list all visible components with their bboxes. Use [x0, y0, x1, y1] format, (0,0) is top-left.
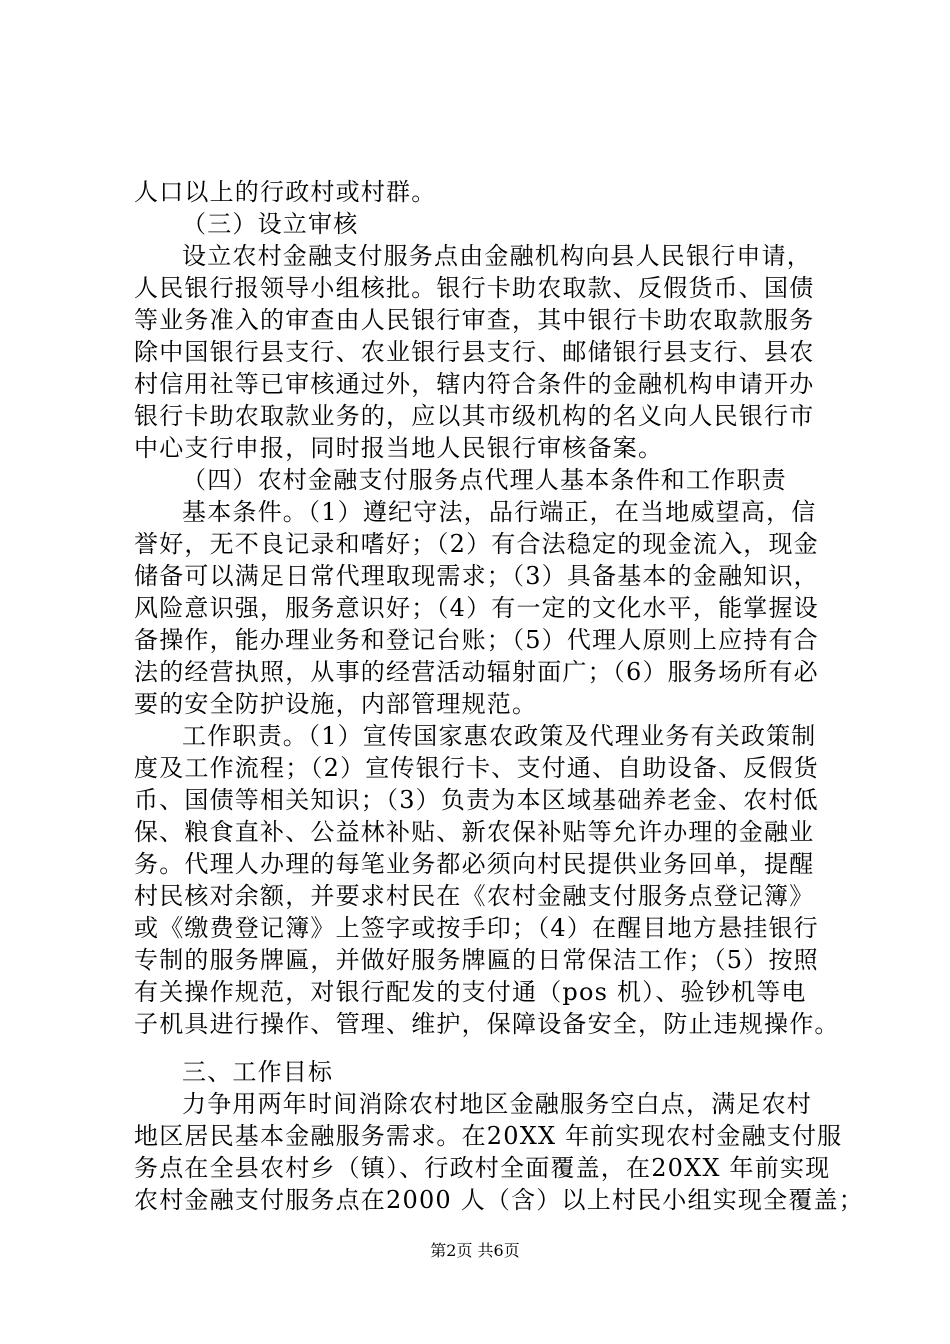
paragraph-line: 法的经营执照，从事的经营活动辐射面广；（6）服务场所有必 [134, 658, 819, 686]
paragraph-line: 务。代理人办理的每笔业务都必须向村民提供业务回单，提醒 [134, 850, 815, 878]
paragraph-line: 基本条件。（1）遵纪守法，品行端正，在当地威望高，信 [182, 498, 817, 526]
paragraph-line: 人民银行报领导小组核批。银行卡助农取款、反假货币、国债 [134, 274, 815, 302]
paragraph-line: 中心支行申报，同时报当地人民银行审核备案。 [134, 434, 664, 462]
paragraph-line: 保、粮食直补、公益林补贴、新农保补贴等允许办理的金融业 [134, 818, 815, 846]
paragraph-line: 子机具进行操作、管理、维护，保障设备安全，防止违规操作。 [134, 1010, 840, 1038]
paragraph-line: 除中国银行县支行、农业银行县支行、邮储银行县支行、县农 [134, 338, 815, 366]
paragraph-line: 备操作，能办理业务和登记台账；（5）代理人原则上应持有合 [134, 626, 819, 654]
paragraph-line: 务点在全县农村乡（镇）、行政村全面覆盖，在20XX 年前实现 [134, 1154, 831, 1182]
paragraph-line: 设立农村金融支付服务点由金融机构向县人民银行申请， [182, 242, 812, 270]
paragraph-line: 度及工作流程；（2）宣传银行卡、支付通、自助设备、反假货 [134, 754, 819, 782]
paragraph-line: 工作职责。（1）宣传国家惠农政策及代理业务有关政策制 [182, 722, 817, 750]
section-heading: 三、工作目标 [182, 1058, 334, 1086]
paragraph-line: 风险意识强，服务意识好；（4）有一定的文化水平，能掌握设 [134, 594, 819, 622]
paragraph-line: 农村金融支付服务点在2000 人（含）以上村民小组实现全覆盖； [134, 1186, 864, 1214]
paragraph-line: 币、国债等相关知识；（3）负责为本区域基础养老金、农村低 [134, 786, 819, 814]
section-heading: （三）设立审核 [182, 210, 359, 238]
paragraph-line: 储备可以满足日常代理取现需求；（3）具备基本的金融知识， [134, 562, 819, 590]
paragraph-line: 村信用社等已审核通过外，辖内符合条件的金融机构申请开办 [134, 370, 815, 398]
paragraph-line: 力争用两年时间消除农村地区金融服务空白点，满足农村 [182, 1090, 812, 1118]
paragraph-line: 等业务准入的审查由人民银行审查，其中银行卡助农取款服务 [134, 306, 815, 334]
paragraph-line: 村民核对余额，并要求村民在《农村金融支付服务点登记簿》 [134, 882, 815, 910]
paragraph-line: 或《缴费登记簿》上签字或按手印；（4）在醒目地方悬挂银行 [134, 914, 819, 942]
paragraph-line: 地区居民基本金融服务需求。在20XX 年前实现农村金融支付服 [134, 1122, 843, 1150]
page-footer: 第2页 共6页 [430, 1241, 520, 1260]
paragraph-line: 银行卡助农取款业务的，应以其市级机构的名义向人民银行市 [134, 402, 815, 430]
section-heading: （四）农村金融支付服务点代理人基本条件和工作职责 [182, 466, 787, 494]
paragraph-line: 有关操作规范，对银行配发的支付通（pos 机）、验钞机等电 [134, 978, 807, 1006]
paragraph-line: 要的安全防护设施，内部管理规范。 [134, 690, 538, 718]
paragraph-line: 誉好，无不良记录和嗜好；（2）有合法稳定的现金流入，现金 [134, 530, 819, 558]
paragraph-line: 人口以上的行政村或村群。 [134, 178, 437, 206]
paragraph-line: 专制的服务牌匾，并做好服务牌匾的日常保洁工作；（5）按照 [134, 946, 819, 974]
